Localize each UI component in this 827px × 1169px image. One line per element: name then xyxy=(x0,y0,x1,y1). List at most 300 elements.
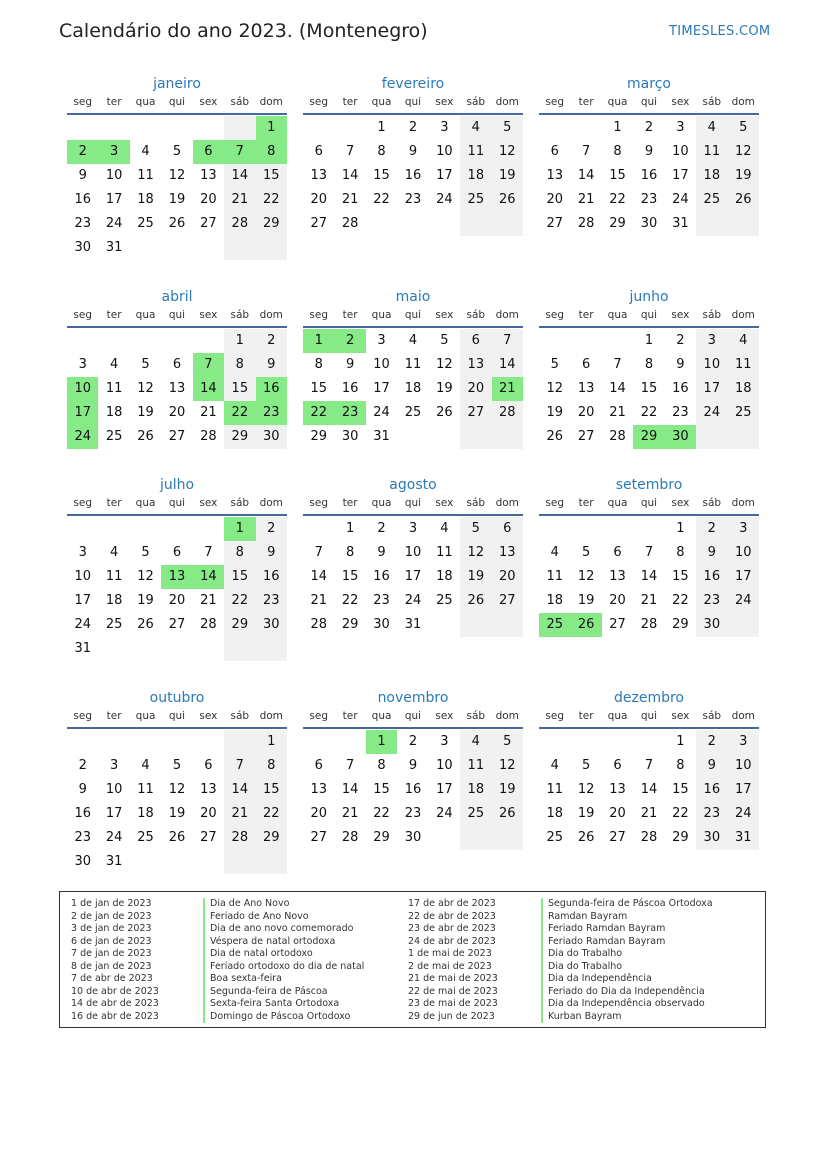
day-cell: 14 xyxy=(640,569,658,584)
day-cell: 23 xyxy=(74,830,91,845)
weekday-label: qui xyxy=(404,96,422,108)
day-cell: 5 xyxy=(581,545,591,560)
day-cell: 3 xyxy=(728,517,759,541)
legend-holiday-name: Dia de Ano Novo xyxy=(203,898,364,911)
day-cell: 30 xyxy=(404,830,422,845)
empty-cell xyxy=(193,730,224,754)
day-grid xyxy=(67,329,287,449)
holiday-day: 7 xyxy=(193,353,224,377)
legend-names-column xyxy=(541,898,713,1023)
legend-holiday-name: Ramdan Bayram xyxy=(541,911,713,924)
weekday-label: seg xyxy=(73,497,93,509)
day-cell: 4 xyxy=(141,144,150,159)
day-cell: 6 xyxy=(550,144,559,159)
month-name: agosto xyxy=(389,477,437,493)
holiday-day: 1 xyxy=(366,730,397,754)
weekday-label: qui xyxy=(640,497,658,509)
day-cell: 7 xyxy=(644,758,654,773)
day-cell: 3 xyxy=(78,545,87,560)
weekday-label: qua xyxy=(607,710,628,722)
day-cell: 18 xyxy=(460,164,491,188)
weekday-label: qua xyxy=(371,710,392,722)
day-cell: 18 xyxy=(728,377,759,401)
empty-cell xyxy=(303,517,334,541)
weekday-label: sáb xyxy=(702,497,722,509)
empty-cell xyxy=(696,212,727,236)
day-cell: 19 xyxy=(577,806,595,821)
holiday-day: 1 xyxy=(256,116,287,140)
day-cell: 5 xyxy=(492,116,523,140)
day-cell: 31 xyxy=(105,240,123,255)
day-cell: 12 xyxy=(460,541,491,565)
day-cell: 7 xyxy=(613,357,622,372)
empty-cell xyxy=(193,517,224,541)
day-cell: 24 xyxy=(728,802,759,826)
empty-cell xyxy=(334,116,365,140)
day-cell: 30 xyxy=(696,826,727,850)
day-cell: 10 xyxy=(105,782,123,797)
weekday-label: ter xyxy=(578,309,594,321)
weekday-label: seg xyxy=(545,710,565,722)
empty-cell xyxy=(492,425,523,449)
day-cell: 17 xyxy=(728,565,759,589)
weekday-label: qua xyxy=(607,96,628,108)
day-cell: 28 xyxy=(640,617,658,632)
day-cell: 21 xyxy=(200,593,217,608)
day-cell: 4 xyxy=(408,333,418,348)
day-cell: 30 xyxy=(696,613,727,637)
weekday-label: qua xyxy=(135,710,156,722)
day-cell: 4 xyxy=(550,758,559,773)
day-cell: 26 xyxy=(546,429,563,444)
month-maio xyxy=(303,286,523,449)
empty-cell xyxy=(130,236,161,260)
weekday-label: qui xyxy=(404,497,422,509)
empty-cell xyxy=(224,850,255,874)
day-cell: 1 xyxy=(676,734,685,749)
day-cell: 1 xyxy=(644,333,654,348)
month-julho xyxy=(67,474,287,661)
day-cell: 22 xyxy=(373,806,390,821)
day-cell: 23 xyxy=(256,589,287,613)
holiday-day: 22 xyxy=(303,401,334,425)
day-cell: 16 xyxy=(341,381,359,396)
day-cell: 17 xyxy=(672,168,689,183)
day-cell: 10 xyxy=(74,569,91,584)
day-cell: 29 xyxy=(256,212,287,236)
day-cell: 21 xyxy=(341,806,359,821)
day-cell: 27 xyxy=(200,216,217,231)
day-cell: 19 xyxy=(546,405,563,420)
day-cell: 25 xyxy=(404,405,422,420)
day-cell: 27 xyxy=(200,830,217,845)
day-cell: 23 xyxy=(672,405,689,420)
day-cell: 9 xyxy=(408,144,418,159)
day-cell: 20 xyxy=(609,806,626,821)
day-cell: 4 xyxy=(728,329,759,353)
day-cell: 11 xyxy=(460,140,491,164)
empty-cell xyxy=(256,850,287,874)
legend-date: 8 de jan de 2023 xyxy=(71,960,152,972)
day-cell: 11 xyxy=(137,782,154,797)
legend-holiday-name: Dia de ano novo comemorado xyxy=(203,923,364,936)
day-cell: 11 xyxy=(105,381,123,396)
day-cell: 1 xyxy=(377,120,386,135)
day-cell: 25 xyxy=(105,429,123,444)
day-cell: 1 xyxy=(256,730,287,754)
month-name: janeiro xyxy=(153,76,201,92)
holiday-day: 10 xyxy=(67,377,98,401)
month-name: setembro xyxy=(615,477,683,493)
legend-holiday-name: Dia da Independência observado xyxy=(541,998,713,1011)
holiday-day: 30 xyxy=(665,425,696,449)
legend-date: 2 de mai de 2023 xyxy=(408,960,492,972)
weekday-label: ter xyxy=(106,710,122,722)
day-cell: 16 xyxy=(256,565,287,589)
day-cell: 30 xyxy=(640,216,658,231)
day-grid xyxy=(539,116,759,236)
day-cell: 23 xyxy=(74,216,91,231)
weekday-label: sex xyxy=(199,96,218,108)
day-cell: 27 xyxy=(546,216,563,231)
weekday-label: seg xyxy=(545,96,565,108)
day-cell: 16 xyxy=(74,806,91,821)
legend-date: 3 de jan de 2023 xyxy=(71,923,152,934)
empty-cell xyxy=(633,730,664,754)
day-cell: 3 xyxy=(440,120,449,135)
day-cell: 2 xyxy=(696,517,727,541)
empty-cell xyxy=(429,613,460,637)
weekday-header xyxy=(67,308,287,328)
day-cell: 24 xyxy=(105,216,123,231)
weekday-label: qui xyxy=(640,309,658,321)
day-cell: 29 xyxy=(224,613,255,637)
day-cell: 23 xyxy=(404,192,422,207)
day-cell: 28 xyxy=(640,830,658,845)
day-cell: 22 xyxy=(672,806,689,821)
day-cell: 28 xyxy=(200,429,217,444)
day-cell: 2 xyxy=(78,758,87,773)
day-cell: 13 xyxy=(310,782,327,797)
weekday-label: ter xyxy=(342,309,358,321)
day-cell: 13 xyxy=(200,782,217,797)
day-cell: 9 xyxy=(377,545,386,560)
weekday-label: seg xyxy=(73,309,93,321)
day-cell: 7 xyxy=(492,329,523,353)
day-cell: 8 xyxy=(676,545,685,560)
day-cell: 29 xyxy=(672,617,689,632)
weekday-label: qui xyxy=(404,309,422,321)
empty-cell xyxy=(460,212,491,236)
weekday-label: qua xyxy=(607,497,628,509)
day-cell: 25 xyxy=(105,617,123,632)
day-cell: 6 xyxy=(172,357,182,372)
empty-cell xyxy=(570,517,601,541)
weekday-label: seg xyxy=(73,96,93,108)
weekday-label: sex xyxy=(435,309,454,321)
day-cell: 14 xyxy=(341,168,359,183)
day-cell: 28 xyxy=(341,830,359,845)
day-cell: 15 xyxy=(341,569,359,584)
weekday-label: dom xyxy=(731,710,755,722)
weekday-label: qui xyxy=(168,710,186,722)
day-cell: 27 xyxy=(609,830,626,845)
month-name: fevereiro xyxy=(381,76,445,92)
weekday-header xyxy=(303,308,523,328)
day-cell: 11 xyxy=(436,545,453,560)
day-cell: 16 xyxy=(373,569,390,584)
day-cell: 24 xyxy=(728,589,759,613)
weekday-label: dom xyxy=(495,710,519,722)
day-cell: 19 xyxy=(436,381,453,396)
day-cell: 4 xyxy=(550,545,559,560)
day-cell: 29 xyxy=(224,425,255,449)
day-cell: 11 xyxy=(728,353,759,377)
day-cell: 8 xyxy=(256,754,287,778)
weekday-label: ter xyxy=(342,96,358,108)
day-cell: 5 xyxy=(141,545,150,560)
weekday-label: dom xyxy=(731,309,755,321)
month-name: novembro xyxy=(377,690,449,706)
empty-cell xyxy=(539,116,570,140)
day-cell: 27 xyxy=(168,429,186,444)
day-cell: 22 xyxy=(609,192,626,207)
day-cell: 6 xyxy=(492,517,523,541)
legend-date: 1 de jan de 2023 xyxy=(71,898,152,909)
weekday-label: sáb xyxy=(466,96,486,108)
day-cell: 2 xyxy=(408,120,418,135)
day-cell: 26 xyxy=(168,216,186,231)
weekday-label: sáb xyxy=(702,96,722,108)
weekday-header xyxy=(539,95,759,115)
weekday-label: qui xyxy=(168,96,186,108)
day-cell: 6 xyxy=(314,758,323,773)
weekday-label: dom xyxy=(259,309,283,321)
day-cell: 13 xyxy=(609,569,626,584)
legend-date: 23 de mai de 2023 xyxy=(408,998,498,1009)
empty-cell xyxy=(98,730,129,754)
legend-names-column xyxy=(203,898,364,1023)
day-cell: 26 xyxy=(460,589,491,613)
day-cell: 11 xyxy=(696,140,727,164)
day-cell: 21 xyxy=(310,593,327,608)
weekday-label: ter xyxy=(342,497,358,509)
weekday-label: dom xyxy=(731,497,755,509)
empty-cell xyxy=(429,212,460,236)
day-cell: 13 xyxy=(168,381,186,396)
empty-cell xyxy=(570,329,601,353)
day-cell: 27 xyxy=(310,830,327,845)
day-cell: 19 xyxy=(492,778,523,802)
day-cell: 29 xyxy=(373,830,390,845)
empty-cell xyxy=(366,212,397,236)
day-cell: 19 xyxy=(492,164,523,188)
day-cell: 11 xyxy=(546,782,563,797)
month-name: outubro xyxy=(149,690,205,706)
day-cell: 18 xyxy=(105,405,123,420)
day-cell: 26 xyxy=(137,617,154,632)
day-cell: 15 xyxy=(310,381,327,396)
day-cell: 17 xyxy=(105,192,123,207)
day-cell: 16 xyxy=(404,782,422,797)
day-cell: 8 xyxy=(377,758,386,773)
day-cell: 9 xyxy=(78,168,87,183)
day-cell: 25 xyxy=(728,401,759,425)
weekday-label: sáb xyxy=(466,710,486,722)
day-cell: 7 xyxy=(224,754,255,778)
weekday-label: qui xyxy=(404,710,422,722)
day-grid xyxy=(303,517,523,637)
day-cell: 22 xyxy=(341,593,359,608)
day-cell: 3 xyxy=(408,521,418,536)
empty-cell xyxy=(130,517,161,541)
day-cell: 14 xyxy=(577,168,595,183)
empty-cell xyxy=(256,637,287,661)
weekday-label: sex xyxy=(671,497,690,509)
holiday-day: 22 xyxy=(224,401,255,425)
day-cell: 8 xyxy=(613,144,622,159)
day-cell: 25 xyxy=(137,830,154,845)
month-junho xyxy=(539,286,759,449)
day-cell: 9 xyxy=(676,357,685,372)
day-cell: 9 xyxy=(644,144,654,159)
weekday-label: qui xyxy=(168,309,186,321)
legend-holiday-name: Domingo de Páscoa Ortodoxo xyxy=(203,1011,364,1024)
day-cell: 28 xyxy=(200,617,217,632)
month-janeiro xyxy=(67,73,287,260)
holiday-day: 21 xyxy=(492,377,523,401)
brand-link[interactable]: TIMESLES.COM xyxy=(669,24,771,39)
day-cell: 6 xyxy=(581,357,591,372)
day-cell: 23 xyxy=(404,806,422,821)
day-cell: 18 xyxy=(137,192,154,207)
day-cell: 22 xyxy=(373,192,390,207)
weekday-label: ter xyxy=(106,309,122,321)
weekday-label: sex xyxy=(435,497,454,509)
weekday-label: dom xyxy=(259,710,283,722)
day-cell: 3 xyxy=(78,357,87,372)
weekday-label: qua xyxy=(135,96,156,108)
holiday-day: 16 xyxy=(256,377,287,401)
month-setembro xyxy=(539,474,759,637)
day-cell: 17 xyxy=(436,168,453,183)
day-cell: 18 xyxy=(460,778,491,802)
holiday-day: 7 xyxy=(224,140,255,164)
day-cell: 30 xyxy=(74,240,91,255)
day-cell: 19 xyxy=(137,405,154,420)
weekday-label: sex xyxy=(671,309,690,321)
day-grid xyxy=(303,329,523,449)
day-cell: 3 xyxy=(676,120,685,135)
day-cell: 13 xyxy=(577,381,595,396)
month-dezembro xyxy=(539,687,759,850)
holiday-day: 8 xyxy=(256,140,287,164)
day-cell: 16 xyxy=(696,778,727,802)
empty-cell xyxy=(193,329,224,353)
day-cell: 19 xyxy=(137,593,154,608)
day-cell: 22 xyxy=(672,593,689,608)
day-cell: 29 xyxy=(609,216,626,231)
empty-cell xyxy=(161,637,192,661)
day-cell: 20 xyxy=(492,565,523,589)
day-cell: 24 xyxy=(696,401,727,425)
day-cell: 7 xyxy=(204,545,213,560)
day-cell: 1 xyxy=(613,120,622,135)
holiday-day: 1 xyxy=(224,517,255,541)
day-cell: 11 xyxy=(460,754,491,778)
day-cell: 12 xyxy=(492,754,523,778)
weekday-label: dom xyxy=(259,96,283,108)
day-cell: 4 xyxy=(460,116,491,140)
day-cell: 15 xyxy=(256,778,287,802)
day-grid xyxy=(539,329,759,449)
empty-cell xyxy=(492,613,523,637)
legend-holiday-name: Kurban Bayram xyxy=(541,1011,713,1024)
day-cell: 14 xyxy=(341,782,359,797)
day-cell: 20 xyxy=(546,192,563,207)
empty-cell xyxy=(539,730,570,754)
day-cell: 29 xyxy=(341,617,359,632)
day-cell: 4 xyxy=(460,730,491,754)
weekday-label: dom xyxy=(495,96,519,108)
month-outubro xyxy=(67,687,287,874)
empty-cell xyxy=(67,730,98,754)
weekday-label: sáb xyxy=(230,497,250,509)
empty-cell xyxy=(696,425,727,449)
empty-cell xyxy=(492,826,523,850)
holiday-day: 6 xyxy=(193,140,224,164)
legend-holiday-name: Sexta-feira Santa Ortodoxa xyxy=(203,998,364,1011)
weekday-header xyxy=(67,496,287,516)
day-cell: 16 xyxy=(640,168,658,183)
day-cell: 20 xyxy=(168,593,186,608)
day-cell: 19 xyxy=(168,192,186,207)
empty-cell xyxy=(539,329,570,353)
day-cell: 16 xyxy=(404,168,422,183)
day-cell: 3 xyxy=(696,329,727,353)
day-cell: 19 xyxy=(577,593,595,608)
day-cell: 25 xyxy=(137,216,154,231)
month-novembro xyxy=(303,687,523,850)
day-cell: 26 xyxy=(728,188,759,212)
weekday-label: ter xyxy=(578,497,594,509)
day-cell: 14 xyxy=(640,782,658,797)
day-cell: 21 xyxy=(609,405,626,420)
day-cell: 8 xyxy=(224,541,255,565)
day-cell: 19 xyxy=(460,565,491,589)
legend-date: 16 de abr de 2023 xyxy=(71,1010,159,1022)
day-cell: 27 xyxy=(310,216,327,231)
day-cell: 13 xyxy=(460,353,491,377)
day-grid xyxy=(303,116,523,236)
weekday-label: seg xyxy=(73,710,93,722)
empty-cell xyxy=(224,730,255,754)
day-cell: 8 xyxy=(345,545,355,560)
legend-holiday-name: Boa sexta-feira xyxy=(203,973,364,986)
day-cell: 28 xyxy=(341,216,359,231)
weekday-label: seg xyxy=(309,497,329,509)
day-cell: 16 xyxy=(672,381,689,396)
weekday-header xyxy=(67,95,287,115)
weekday-label: ter xyxy=(578,710,594,722)
day-cell: 26 xyxy=(492,802,523,826)
day-cell: 26 xyxy=(492,188,523,212)
day-cell: 7 xyxy=(581,144,591,159)
day-cell: 12 xyxy=(728,140,759,164)
day-cell: 26 xyxy=(168,830,186,845)
weekday-label: sex xyxy=(435,96,454,108)
day-cell: 17 xyxy=(436,782,453,797)
